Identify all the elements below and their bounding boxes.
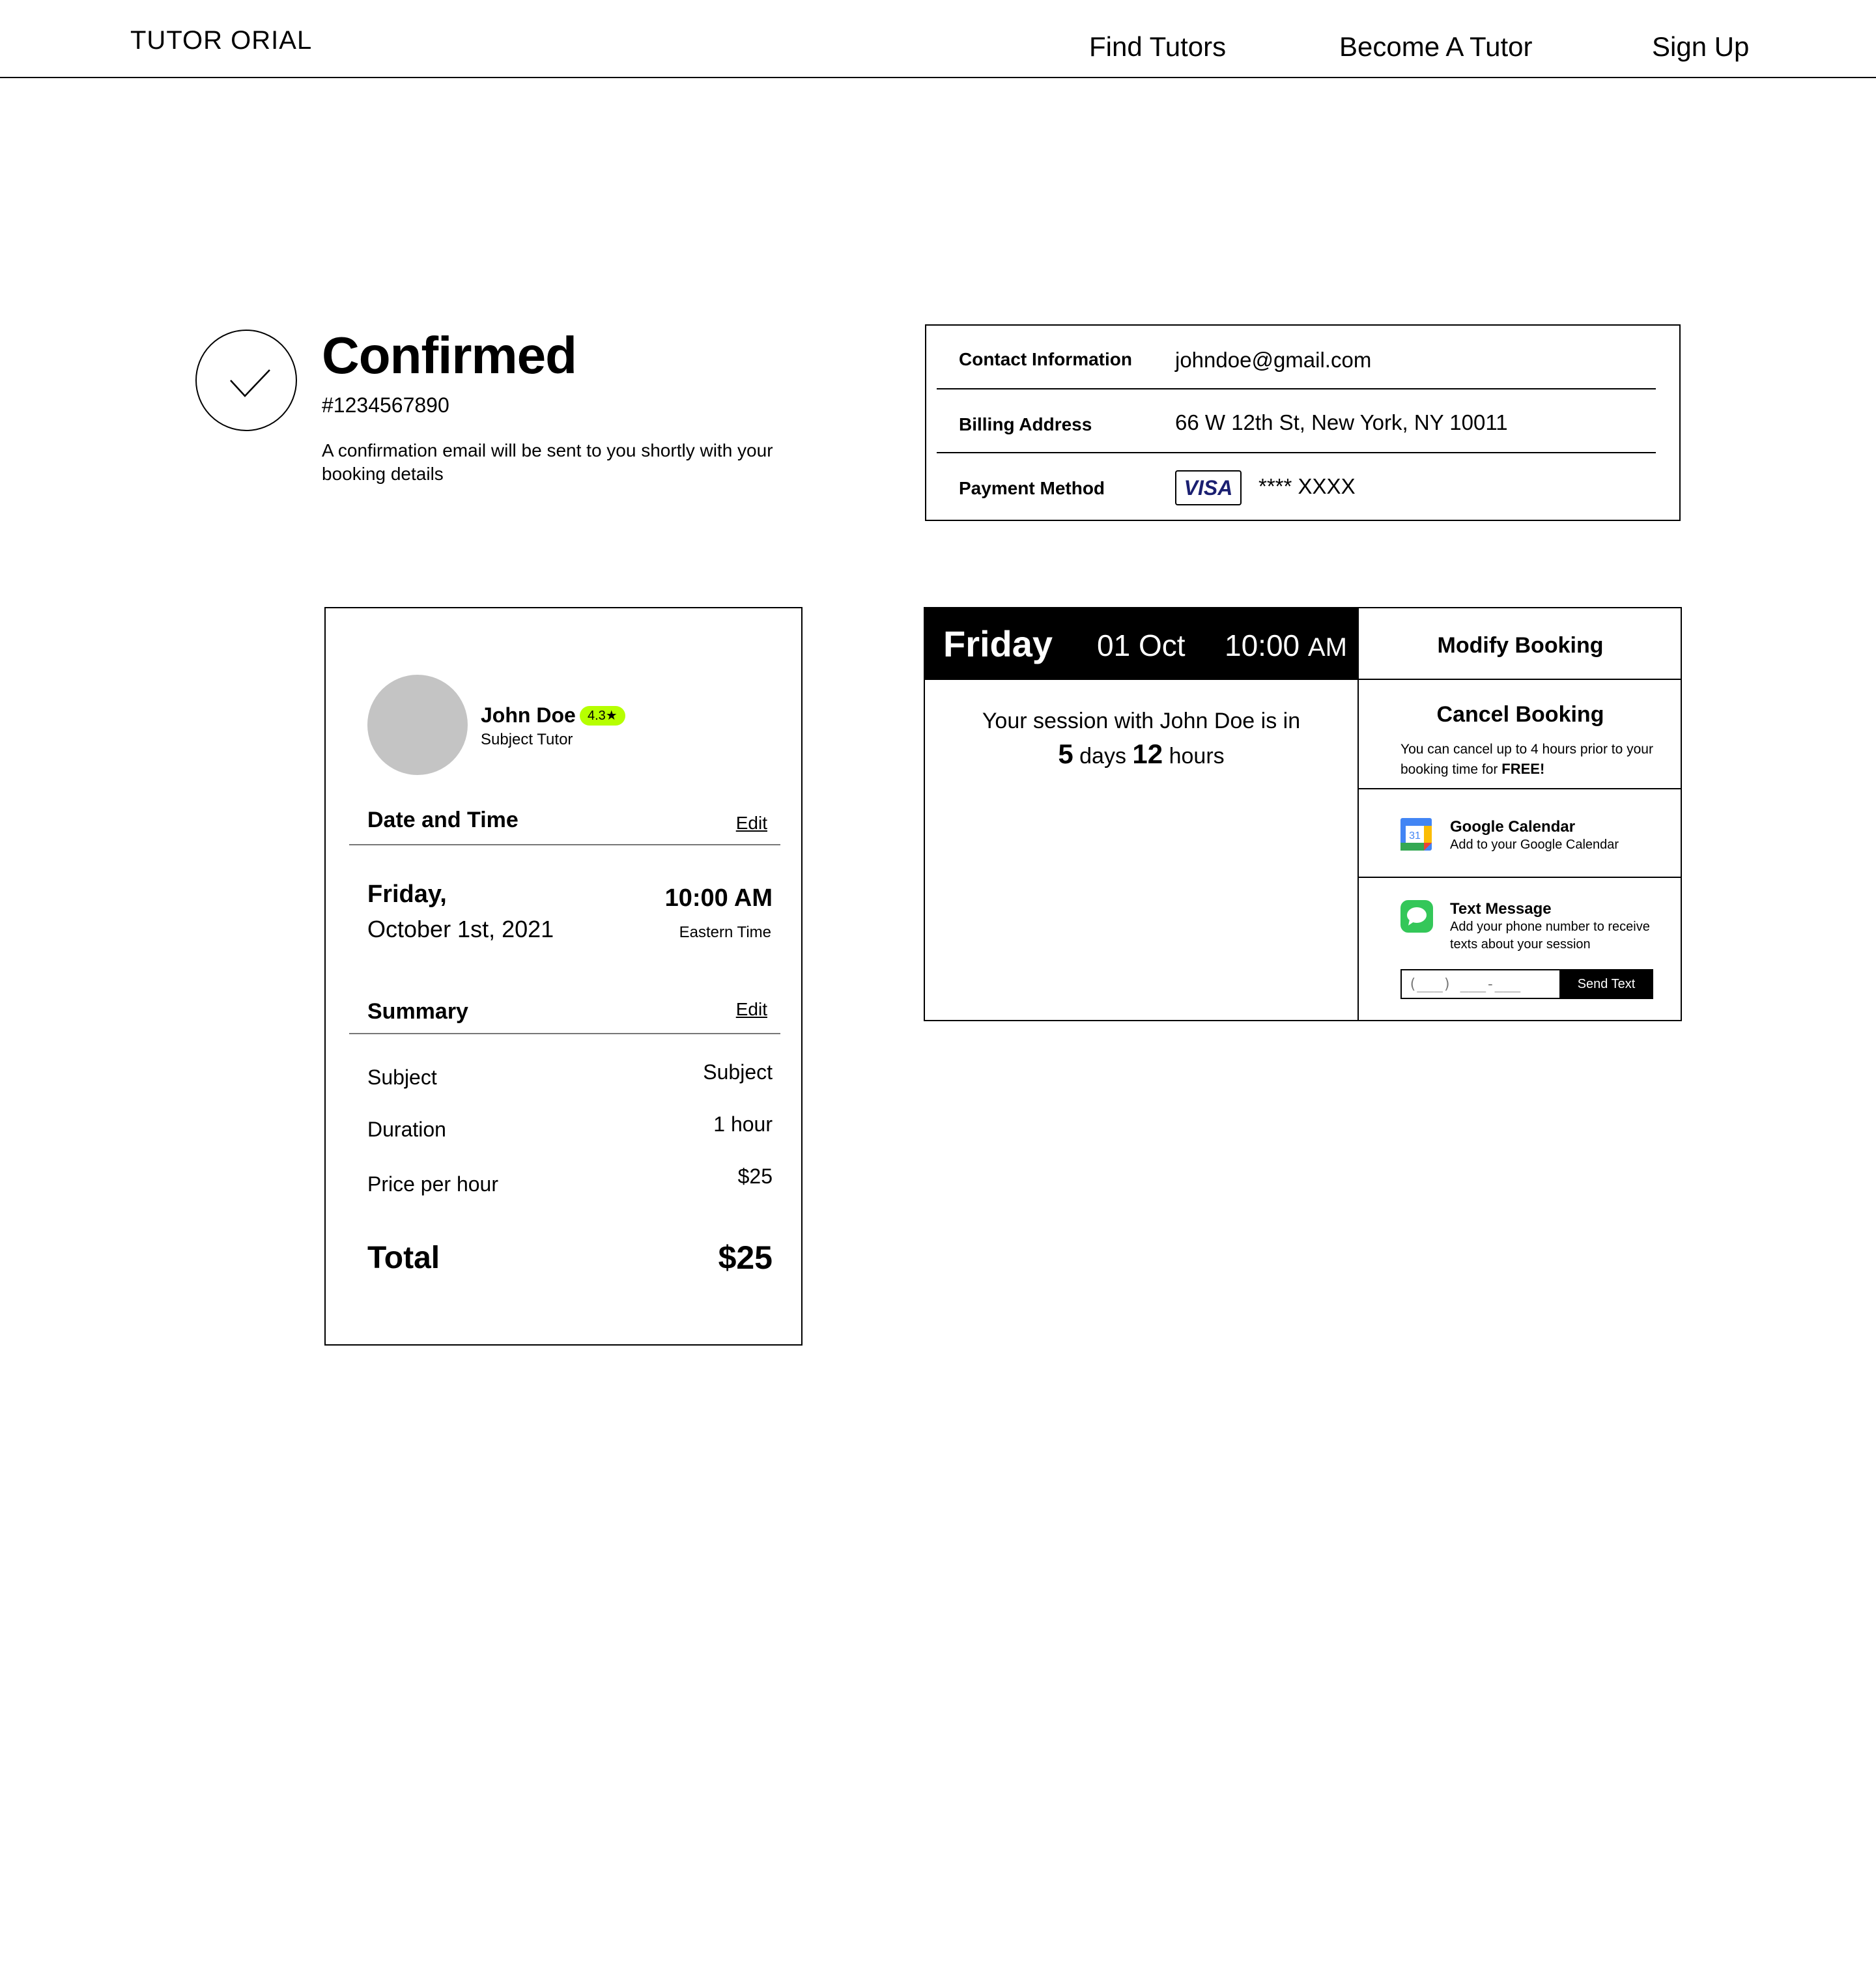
- card-number: **** XXXX: [1258, 474, 1356, 498]
- message-icon: [1400, 900, 1433, 933]
- session-time: 10:00 AM: [664, 884, 773, 912]
- edit-date-time-link[interactable]: Edit: [735, 813, 767, 833]
- contact-row: [937, 326, 1656, 389]
- summary-label-subject: Subject: [367, 1066, 437, 1089]
- session-timezone: Eastern Time: [679, 924, 771, 941]
- nav-sign-up[interactable]: Sign Up: [1652, 31, 1750, 62]
- google-calendar-subtitle: Add to your Google Calendar: [1450, 838, 1619, 852]
- booking-summary-card: [324, 607, 803, 1346]
- cancel-policy-text: You can cancel up to 4 hours prior to your booking time for: [1400, 742, 1653, 777]
- confirmation-message: A confirmation email will be sent to you shortly with your booking details: [322, 440, 773, 484]
- date-time-title: Date and Time: [367, 808, 519, 832]
- phone-number-input[interactable]: [1400, 969, 1559, 999]
- google-calendar-icon: [1400, 818, 1432, 851]
- site-logo[interactable]: TUTOR ORIAL: [130, 26, 313, 55]
- billing-address: 66 W 12th St, New York, NY 10011: [1175, 410, 1508, 434]
- text-message-title: Text Message: [1450, 900, 1552, 918]
- billing-row: [937, 389, 1656, 453]
- booking-time-value: 10:00: [1225, 628, 1300, 662]
- booking-time: [1225, 628, 1347, 663]
- checkmark-icon: [195, 330, 297, 431]
- summary-value-duration: 1 hour: [713, 1112, 773, 1136]
- countdown-value: [925, 739, 1357, 770]
- summary-title: Summary: [367, 999, 468, 1024]
- visa-card-icon: VISA: [1175, 470, 1242, 505]
- avatar: [367, 675, 468, 775]
- countdown-days-label: days: [1079, 744, 1126, 769]
- cancel-booking-label: Cancel Booking: [1436, 702, 1604, 727]
- nav-find-tutors[interactable]: Find Tutors: [1089, 31, 1227, 62]
- divider: [349, 844, 780, 845]
- summary-label-duration: Duration: [367, 1118, 446, 1141]
- countdown-hours-label: hours: [1169, 744, 1225, 769]
- cancel-free-text: FREE!: [1501, 761, 1545, 777]
- nav-become-a-tutor[interactable]: Become A Tutor: [1339, 31, 1533, 62]
- modify-booking-label: Modify Booking: [1437, 633, 1604, 658]
- divider: [349, 1033, 780, 1034]
- contact-info-box: [925, 324, 1681, 521]
- tutor-name[interactable]: John Doe: [481, 703, 576, 727]
- booking-date-bar: [925, 608, 1359, 680]
- session-day: Friday,: [367, 881, 447, 908]
- billing-label: Billing Address: [959, 414, 1092, 434]
- summary-value-subject: Subject: [703, 1060, 773, 1084]
- summary-value-price: $25: [737, 1164, 773, 1188]
- payment-label: Payment Method: [959, 478, 1105, 498]
- contact-label: Contact Information: [959, 349, 1132, 369]
- countdown-days: 5: [1058, 739, 1073, 769]
- edit-summary-link[interactable]: Edit: [735, 999, 767, 1019]
- send-text-button[interactable]: Send Text: [1559, 969, 1653, 999]
- tutor-subtitle: Subject Tutor: [481, 731, 573, 748]
- confirmation-title: Confirmed: [322, 326, 576, 384]
- google-calendar-button[interactable]: [1359, 789, 1682, 878]
- site-header: [0, 0, 1876, 78]
- modify-booking-button[interactable]: [1359, 608, 1682, 680]
- confirmation-number: #1234567890: [322, 393, 449, 417]
- session-date: October 1st, 2021: [367, 916, 554, 942]
- total-value: $25: [718, 1239, 773, 1276]
- cancel-policy-note: [1400, 740, 1674, 780]
- summary-label-price: Price per hour: [367, 1172, 498, 1196]
- booking-panel: [924, 607, 1682, 1021]
- rating-badge: 4.3★: [580, 706, 625, 726]
- google-calendar-day: 31: [1409, 830, 1421, 841]
- text-message-subtitle: Add your phone number to receive texts about your session: [1450, 920, 1650, 952]
- booking-date: 01 Oct: [1097, 628, 1186, 662]
- text-message-section: [1359, 878, 1682, 1021]
- total-label: Total: [367, 1241, 440, 1275]
- countdown-hours: 12: [1132, 739, 1163, 769]
- contact-email: johndoe@gmail.com: [1175, 348, 1372, 372]
- countdown-text: Your session with John Doe is in: [982, 709, 1301, 733]
- google-calendar-title: Google Calendar: [1450, 818, 1576, 836]
- booking-time-ampm: AM: [1307, 633, 1347, 662]
- booking-day: Friday: [943, 623, 1053, 664]
- cancel-booking-button[interactable]: [1359, 680, 1682, 789]
